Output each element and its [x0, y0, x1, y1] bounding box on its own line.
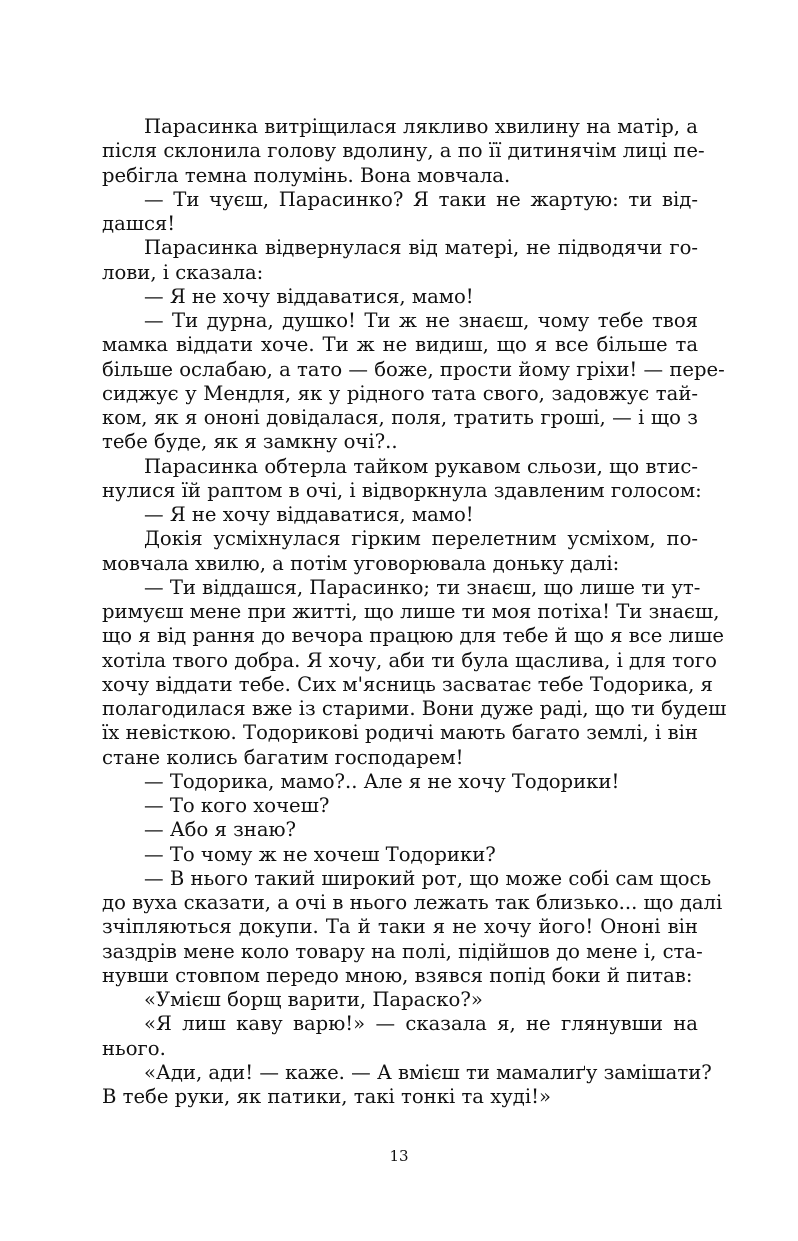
page-number: 13: [389, 1147, 409, 1165]
text-line: хочу віддати тебе. Сих м'ясниць засватає тебе Тодорика, я: [102, 672, 713, 696]
text-line: ком, як я ононі довідалася, поля, тратить гроші, — і що з: [102, 406, 698, 429]
text-line: заздрів мене коло товару на полі, підійшов до мене і, ста-: [102, 939, 703, 963]
text-line: дашся!: [102, 212, 176, 235]
text-line: більше ослабаю, а тато — боже, прости йому гріхи! — пере-: [102, 357, 725, 381]
text-line: — Ти дурна, душко! Ти ж не знаєш, чому тебе твоя: [144, 309, 698, 332]
text-line: до вуха сказати, а очі в нього лежать так близько... що далі: [102, 891, 723, 914]
text-line: Парасинка обтерла тайком рукавом сльози, що втис-: [144, 454, 698, 478]
text-line: їх невісткою. Тодорикові родичі мають багато землі, і він: [102, 721, 698, 745]
text-line: — Або я знаю?: [144, 818, 297, 842]
text-line: — Ти віддашся, Парасинко; ти знаєш, що лише ти ут-: [144, 575, 701, 599]
text-line: «Я лиш каву варю!» — сказала я, не глянувши на: [144, 1012, 698, 1036]
text-line: що я від рання до вечора працюю для тебе й що я все лише: [102, 624, 724, 648]
text-line: нувши стовпом передо мною, взявся попід боки й питав:: [102, 963, 693, 987]
text-line: Докія усміхнулася гірким перелетним усміхом, по-: [144, 527, 698, 551]
body-text: [102, 115, 727, 1109]
text-line: Парасинка витріщилася лякливо хвилину на матір, а: [144, 115, 698, 138]
text-line: зчіпляються докупи. Та й таки я не хочу його! Ононі він: [102, 915, 698, 939]
text-line: — То чому ж не хочеш Тодорики?: [144, 842, 496, 866]
text-line: — Я не хочу віддаватися, мамо!: [144, 503, 474, 526]
text-line: — Ти чуєш, Парасинко? Я таки не жартую: ти від-: [144, 187, 698, 211]
text-line: мамка віддати хоче. Ти ж не видиш, що я все більше та: [102, 333, 698, 357]
text-line: ребігла темна полумінь. Вона мовчала.: [102, 163, 511, 187]
text-line: стане колись багатим господарем!: [102, 745, 464, 769]
text-line: «Ади, ади! — каже. — А вмієш ти мамалиґу замішати?: [144, 1060, 712, 1084]
text-line: полагодилася вже із старими. Вони дуже раді, що ти будеш: [102, 697, 727, 720]
text-line: Парасинка відвернулася від матері, не підводячи го-: [144, 236, 698, 260]
text-line: після склонила голову вдолину, а по її дитинячім лиці пе-: [102, 139, 705, 163]
text-line: римуєш мене при житті, що лише ти моя потіха! Ти знаєш,: [102, 600, 720, 623]
text-line: хотіла твого добра. Я хочу, аби ти була щаслива, і для того: [102, 648, 717, 672]
text-line: — То кого хочеш?: [144, 794, 330, 817]
text-line: мовчала хвилю, а потім уговорювала доньку далі:: [102, 551, 620, 575]
text-line: сиджує у Мендля, як у рідного тата свого, задовжує тай-: [102, 381, 698, 405]
text-line: — В нього такий широкий рот, що може собі сам щось: [144, 866, 712, 890]
text-line: тебе буде, як я замкну очі?..: [102, 430, 398, 454]
text-line: В тебе руки, як патики, такі тонкі та худі!»: [102, 1085, 551, 1108]
text-line: — Тодорика, мамо?.. Але я не хочу Тодорики!: [144, 769, 620, 793]
text-line: нулися їй раптом в очі, і відворкнула здавленим голосом:: [102, 478, 702, 502]
text-line: — Я не хочу віддаватися, мамо!: [144, 284, 474, 308]
text-line: нього.: [102, 1036, 166, 1060]
text-line: «Умієш борщ варити, Параско?»: [144, 988, 483, 1011]
text-line: лови, і сказала:: [102, 260, 264, 284]
